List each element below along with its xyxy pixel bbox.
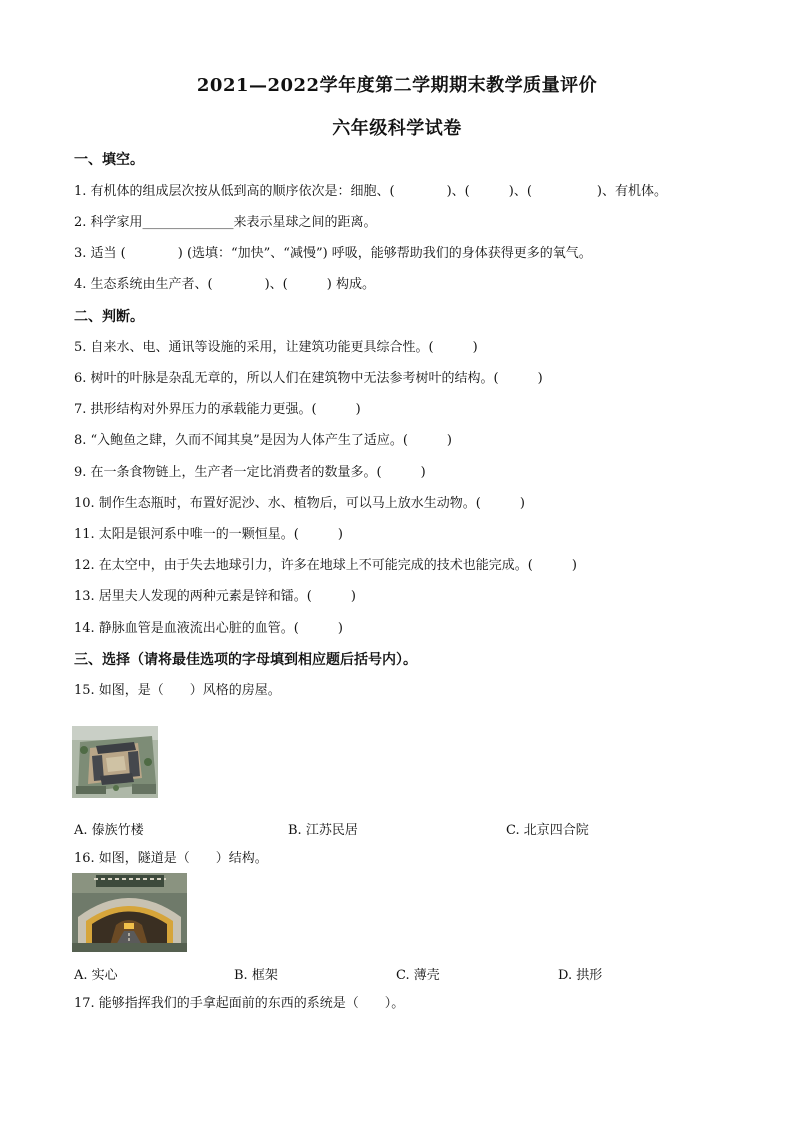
exam-subtitle: 六年级科学试卷 [332,118,462,139]
question-16: 16. 如图，隧道是（ ）结构。 [74,851,268,866]
question-14: 14. 静脉血管是血液流出心脏的血管。( ) [74,621,343,636]
question-5: 5. 自来水、电、通讯等设施的采用，让建筑功能更具综合性。( ) [74,340,478,355]
question-15: 15. 如图，是（ ）风格的房屋。 [74,683,281,698]
section-heading-multiple-choice: 三、选择（请将最佳选项的字母填到相应题后括号内）。 [74,652,417,668]
section-heading-true-false: 二、判断。 [74,309,144,325]
question-9: 9. 在一条食物链上，生产者一定比消费者的数量多。( ) [74,465,426,480]
q16-option-c: C. 薄壳 [396,968,440,983]
question-12: 12. 在太空中，由于失去地球引力，许多在地球上不可能完成的技术也能完成。( ) [74,558,577,573]
exam-title: 2021—2022学年度第二学期期末教学质量评价 [196,75,598,96]
question-10: 10. 制作生态瓶时，布置好泥沙、水、植物后，可以马上放水生动物。( ) [74,496,525,511]
courtyard-house-image [72,726,158,798]
question-11: 11. 太阳是银河系中唯一的一颗恒星。( ) [74,527,343,542]
question-13: 13. 居里夫人发现的两种元素是锌和镭。( ) [74,589,356,604]
question-7: 7. 拱形结构对外界压力的承载能力更强。( ) [74,402,361,417]
q15-option-c: C. 北京四合院 [506,823,589,838]
q16-option-d: D. 拱形 [558,968,603,983]
question-4: 4. 生态系统由生产者、( )、( ) 构成。 [74,277,375,292]
question-8: 8. “入鲍鱼之肆，久而不闻其臭”是因为人体产生了适应。( ) [74,433,452,448]
question-17: 17. 能够指挥我们的手拿起面前的东西的系统是（ ）。 [74,996,405,1011]
q15-option-a: A. 傣族竹楼 [74,823,144,838]
question-2: 2. 科学家用______________来表示星球之间的距离。 [74,215,377,230]
section-heading-fill-blank: 一、填空。 [74,152,144,168]
q16-option-b: B. 框架 [234,968,278,983]
q15-option-b: B. 江苏民居 [288,823,358,838]
question-6: 6. 树叶的叶脉是杂乱无章的，所以人们在建筑物中无法参考树叶的结构。( ) [74,371,543,386]
tunnel-image [72,873,187,952]
q16-option-a: A. 实心 [74,968,118,983]
question-3: 3. 适当 ( ) (选填：“加快”、“减慢”) 呼吸，能够帮助我们的身体获得更多的氧气。 [74,246,592,261]
question-1: 1. 有机体的组成层次按从低到高的顺序依次是：细胞、( )、( )、( )、有机体。 [74,184,667,199]
